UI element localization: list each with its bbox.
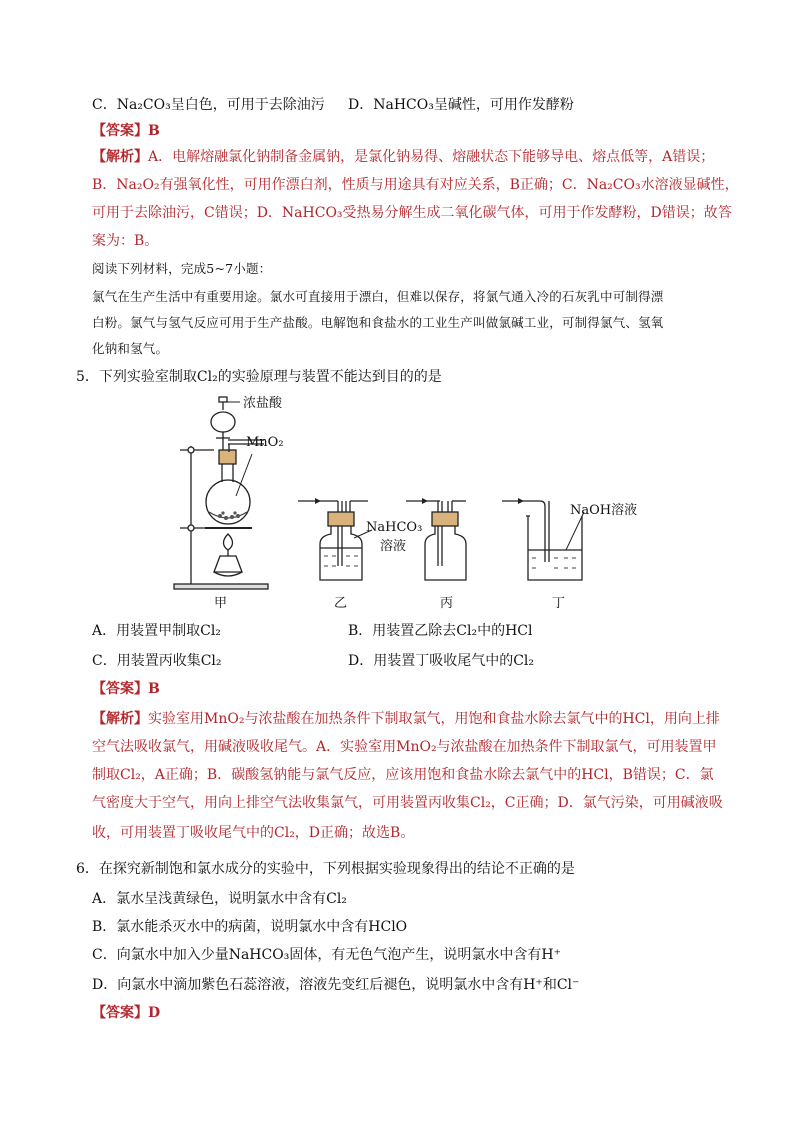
q4-analysis-line-2: B．Na₂O₂有强氧化性，可用作漂白剂，性质与用途具有对应关系，B正确；C．Na₂CO₃水溶液显碱性， (92, 177, 739, 193)
reading-line-3: 化钠和氢气。 (92, 341, 169, 356)
reading-intro: 阅读下列材料，完成5~7小题： (92, 261, 272, 276)
q6-option-b: B．氯水能杀灭水中的病菌，说明氯水中含有HClO (92, 919, 408, 935)
q4-analysis-text: A．电解熔融氯化钠制备金属钠，是氯化钠易得、熔融状态下能够导电、熔点低等，A错误； (148, 149, 715, 165)
caption-jia: 甲 (214, 596, 228, 611)
q5-option-b: B．用装置乙除去Cl₂中的HCl (348, 623, 533, 639)
apparatus-yi (298, 498, 372, 580)
q6-answer: 【答案】D (92, 1005, 161, 1021)
q5-option-d: D．用装置丁吸收尾气中的Cl₂ (348, 653, 535, 669)
q4-analysis-tag: 【解析】 (92, 149, 148, 165)
apparatus-jia (174, 397, 268, 589)
q5-option-c: C．用装置丙收集Cl₂ (92, 653, 222, 669)
q4-option-c: C．Na₂CO₃呈白色，可用于去除油污 (92, 97, 325, 113)
q5-analysis-line-5: 收，可用装置丁吸收尾气中的Cl₂，D正确；故选B。 (92, 825, 415, 841)
q5-analysis-tag: 【解析】 (92, 711, 148, 727)
q4-analysis-line-3: 可用于去除油污，C错误；D．NaHCO₃受热易分解生成二氧化碳气体，可用于作发酵粉，D错误；故答 (92, 205, 732, 221)
q5-analysis-text: 实验室用MnO₂与浓盐酸在加热条件下制取氯气，用饱和食盐水除去氯气中的HCl，用向上排 (148, 711, 720, 727)
q5-analysis-line-3: 制取Cl₂，A正确；B．碳酸氢钠能与氯气反应，应该用饱和食盐水除去氯气中的HCl，B错误；C．氯 (92, 767, 714, 783)
caption-yi: 乙 (334, 596, 348, 611)
label-nahco3: NaHCO₃ (366, 520, 423, 535)
caption-bing: 丙 (440, 596, 454, 611)
label-hcl: 浓盐酸 (243, 396, 283, 411)
label-naoh: NaOH溶液 (570, 503, 638, 518)
q5-analysis-line-4: 气密度大于空气，用向上排空气法收集氯气，可用装置丙收集Cl₂，C正确；D．氯气污染，可用碱液吸 (92, 795, 723, 811)
q6-option-a: A．氯水呈浅黄绿色，说明氯水中含有Cl₂ (92, 891, 347, 907)
q6-option-c: C．向氯水中加入少量NaHCO₃固体，有无色气泡产生，说明氯水中含有H⁺ (92, 947, 561, 963)
q5-option-a: A．用装置甲制取Cl₂ (92, 623, 221, 639)
q6-option-d: D．向氯水中滴加紫色石蕊溶液，溶液先变红后褪色，说明氯水中含有H⁺和Cl⁻ (92, 977, 580, 993)
q5-analysis-line-1 (92, 710, 720, 728)
reading-line-1: 氯气在生产生活中有重要用途。氯水可直接用于漂白，但难以保存，将氯气通入冷的石灰乳中可制得漂 (92, 289, 664, 304)
q4-option-d: D．NaHCO₃呈碱性，可用作发酵粉 (348, 97, 574, 113)
q4-analysis-line-1 (92, 148, 714, 166)
q4-analysis-line-4: 案为：B。 (92, 233, 159, 249)
q5-stem: 5．下列实验室制取Cl₂的实验原理与装置不能达到目的的是 (76, 369, 442, 385)
apparatus-figure (0, 388, 794, 618)
reading-line-2: 白粉。氯气与氢气反应可用于生产盐酸。电解饱和食盐水的工业生产叫做氯碱工业，可制得氯气、氢氧 (92, 315, 664, 330)
q5-analysis-line-2: 空气法吸收氯气，用碱液吸收尾气。A．实验室用MnO₂与浓盐酸在加热条件下制取氯气，可用装置甲 (92, 739, 717, 755)
caption-ding: 丁 (552, 596, 566, 611)
q6-stem: 6．在探究新制饱和氯水成分的实验中，下列根据实验现象得出的结论不正确的是 (76, 861, 575, 877)
label-nahco3-solution: 溶液 (380, 539, 407, 554)
q5-answer: 【答案】B (92, 681, 160, 697)
apparatus-bing (406, 498, 466, 580)
q4-answer: 【答案】B (92, 123, 160, 139)
label-mno2: MnO₂ (246, 435, 284, 450)
